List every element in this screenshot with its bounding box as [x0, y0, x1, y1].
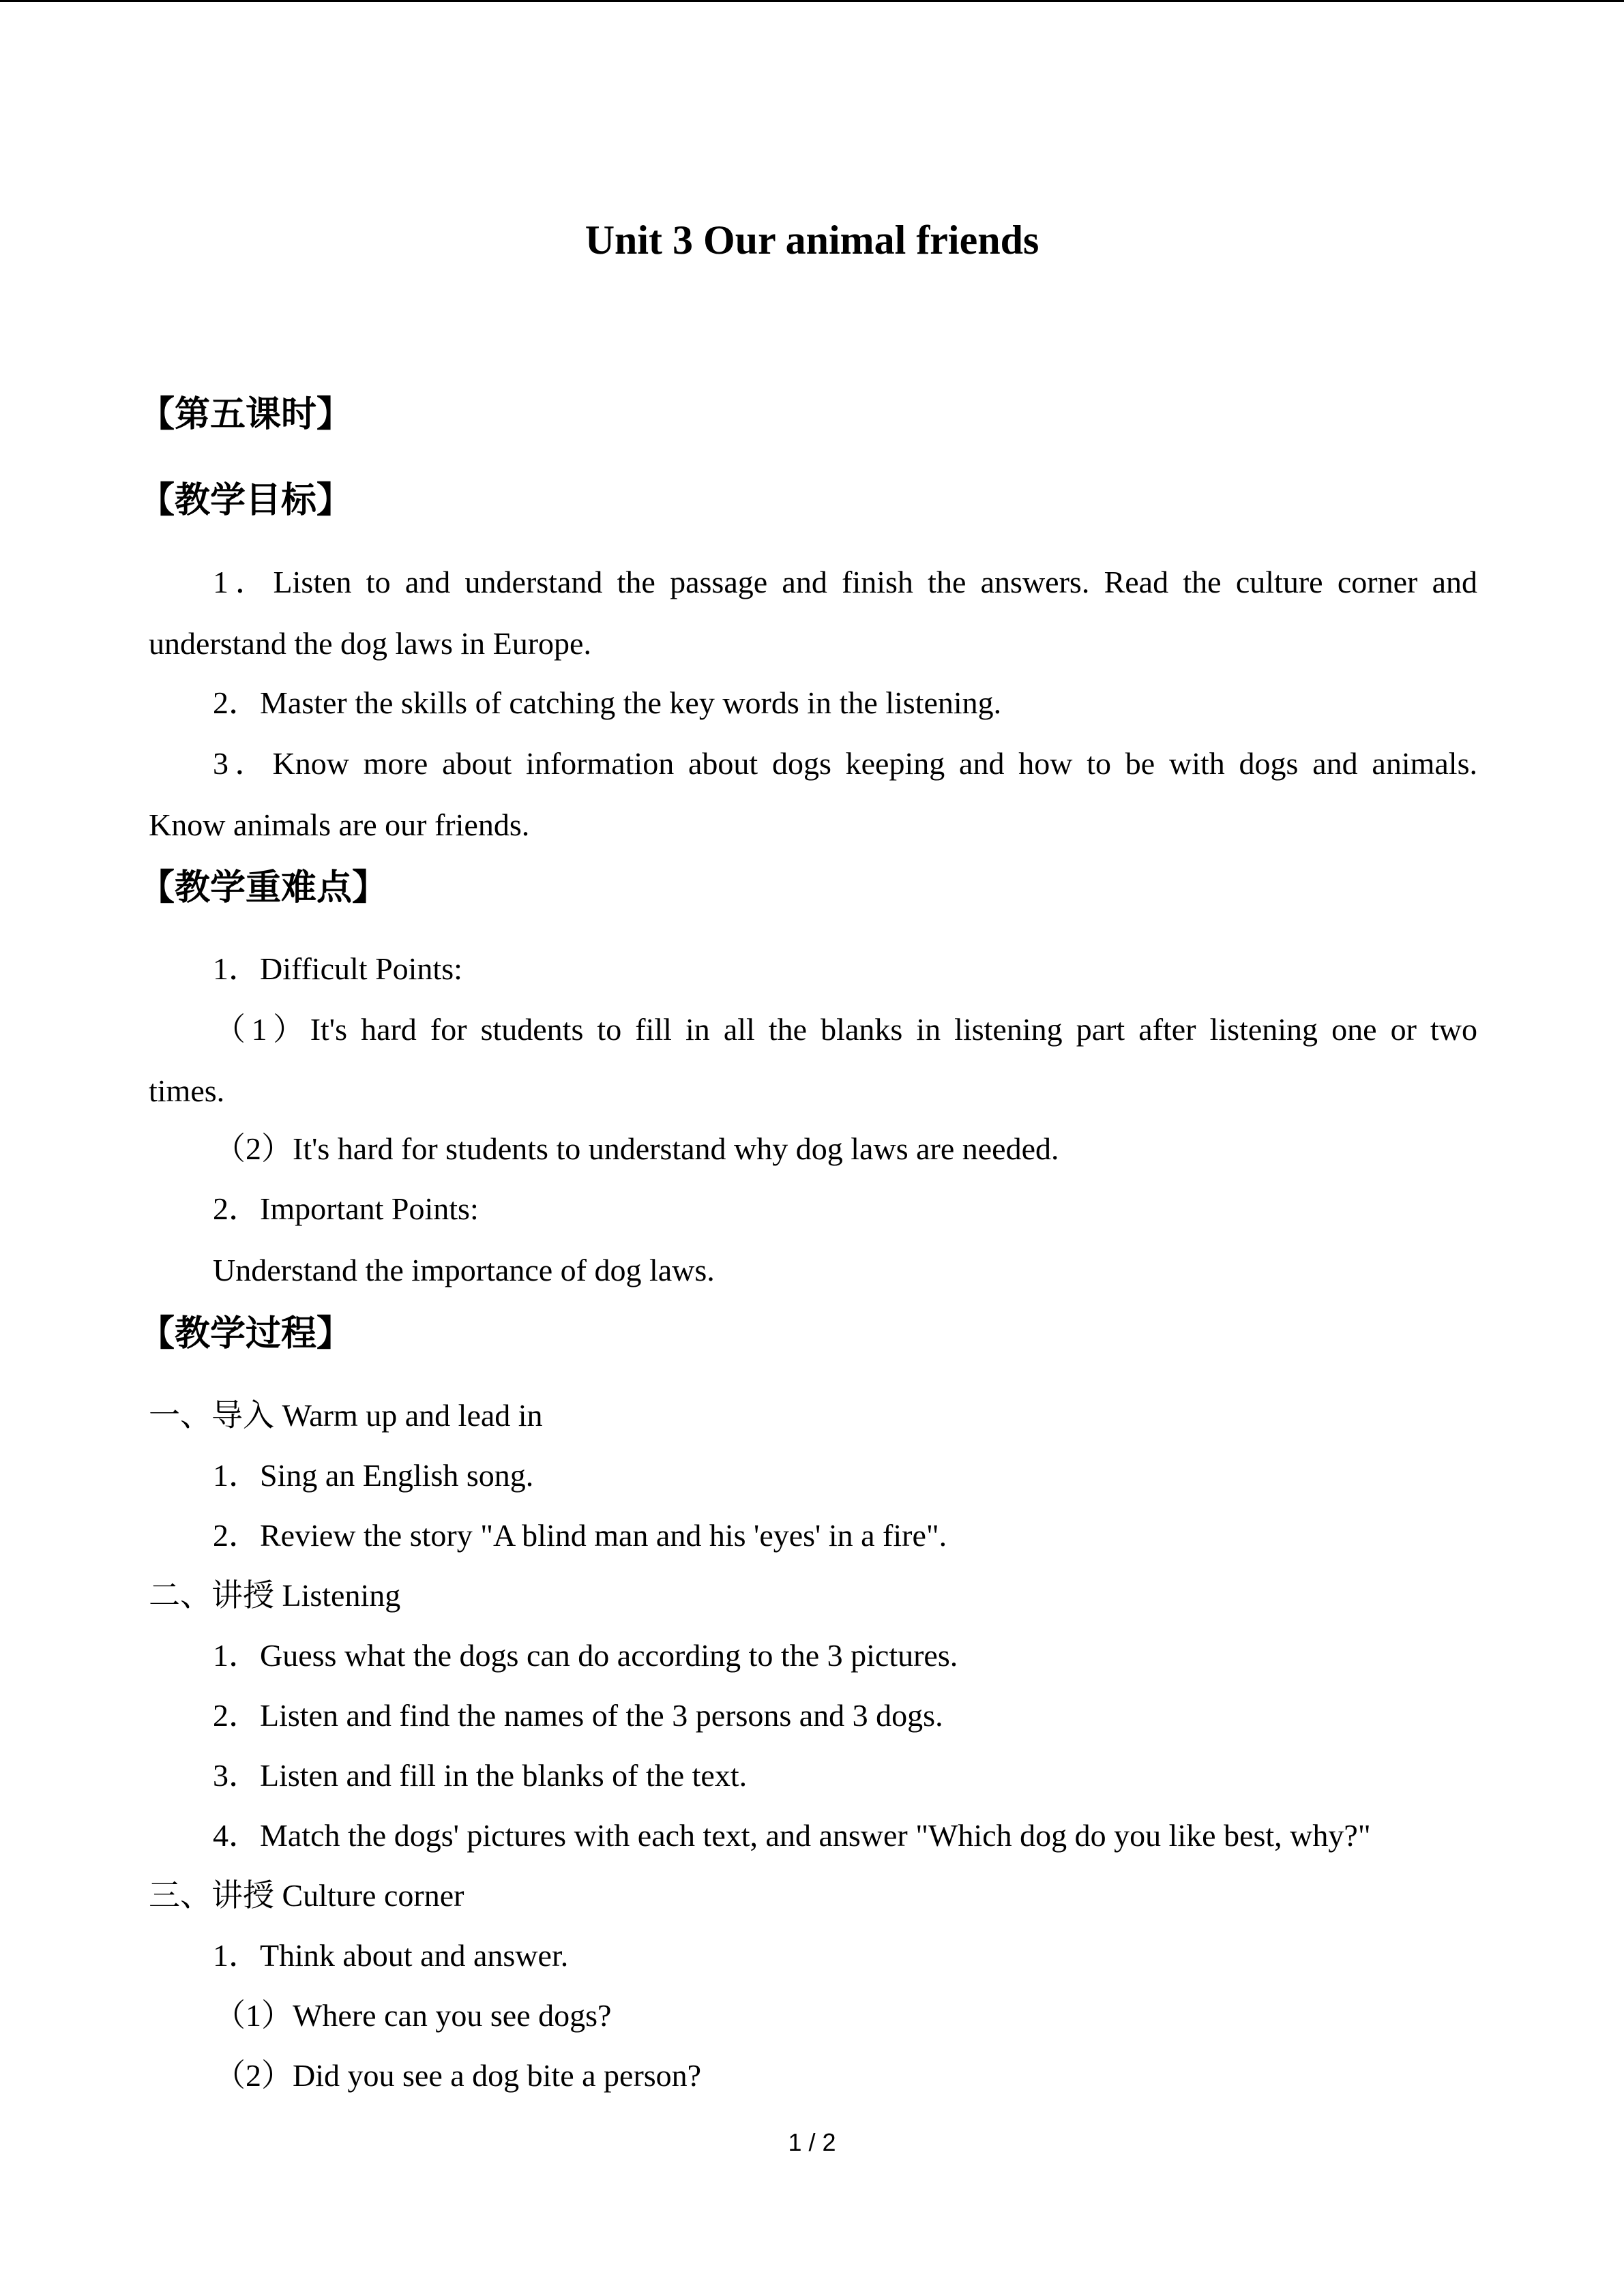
process-part-3-item-3: （2）Did you see a dog bite a person?	[214, 2058, 702, 2093]
objective-3-line-2: Know animals are our friends.	[149, 807, 530, 842]
page-number: 1 / 2	[788, 2128, 836, 2156]
objective-2: 2．Master the skills of catching the key words in the listening.	[213, 685, 1002, 720]
page-top-border	[0, 0, 1624, 2]
process-part-1-title: 一、导入 Warm up and lead in	[149, 1398, 543, 1433]
process-heading: 【教学过程】	[139, 1313, 353, 1354]
process-part-1-item-2: 2．Review the story "A blind man and his 'eyes' in a fire".	[213, 1518, 947, 1553]
difficult-point-2: （2）It's hard for students to understand why dog laws are needed.	[214, 1131, 1059, 1166]
key-points-heading: 【教学重难点】	[139, 867, 388, 908]
objectives-heading: 【教学目标】	[139, 480, 353, 521]
difficult-points-label: 1．Difficult Points:	[213, 951, 462, 986]
important-points-label: 2．Important Points:	[213, 1191, 479, 1226]
process-part-3-item-1: 1．Think about and answer.	[213, 1938, 569, 1973]
objective-1-line-1: 1．Listen to and understand the passage and finish the answers. Read the culture corner and	[213, 565, 1477, 599]
process-part-2-title: 二、讲授 Listening	[149, 1578, 401, 1613]
difficult-point-1-line-1: （1）It's hard for students to fill in all the blanks in listening part after listening one or two	[214, 1012, 1477, 1047]
process-part-2-item-3: 3．Listen and fill in the blanks of the text.	[213, 1758, 748, 1793]
process-part-2-item-1: 1．Guess what the dogs can do according to the 3 pictures.	[213, 1638, 958, 1673]
lesson-heading: 【第五课时】	[139, 394, 353, 435]
important-points-text: Understand the importance of dog laws.	[213, 1253, 715, 1287]
process-part-3-title: 三、讲授 Culture corner	[149, 1878, 464, 1913]
process-part-2-item-2: 2．Listen and find the names of the 3 persons and 3 dogs.	[213, 1698, 943, 1733]
process-part-1-item-1: 1．Sing an English song.	[213, 1458, 534, 1493]
objective-1-line-2: understand the dog laws in Europe.	[149, 626, 591, 661]
process-part-3-item-2: （1）Where can you see dogs?	[214, 1998, 612, 2033]
objective-3-line-1: 3．Know more about information about dogs keeping and how to be with dogs and animals.	[213, 746, 1477, 781]
document-title: Unit 3 Our animal friends	[585, 218, 1039, 263]
difficult-point-1-line-2: times.	[149, 1073, 225, 1108]
process-part-2-item-4: 4．Match the dogs' pictures with each text, and answer "Which dog do you like best, why?"	[213, 1818, 1371, 1853]
